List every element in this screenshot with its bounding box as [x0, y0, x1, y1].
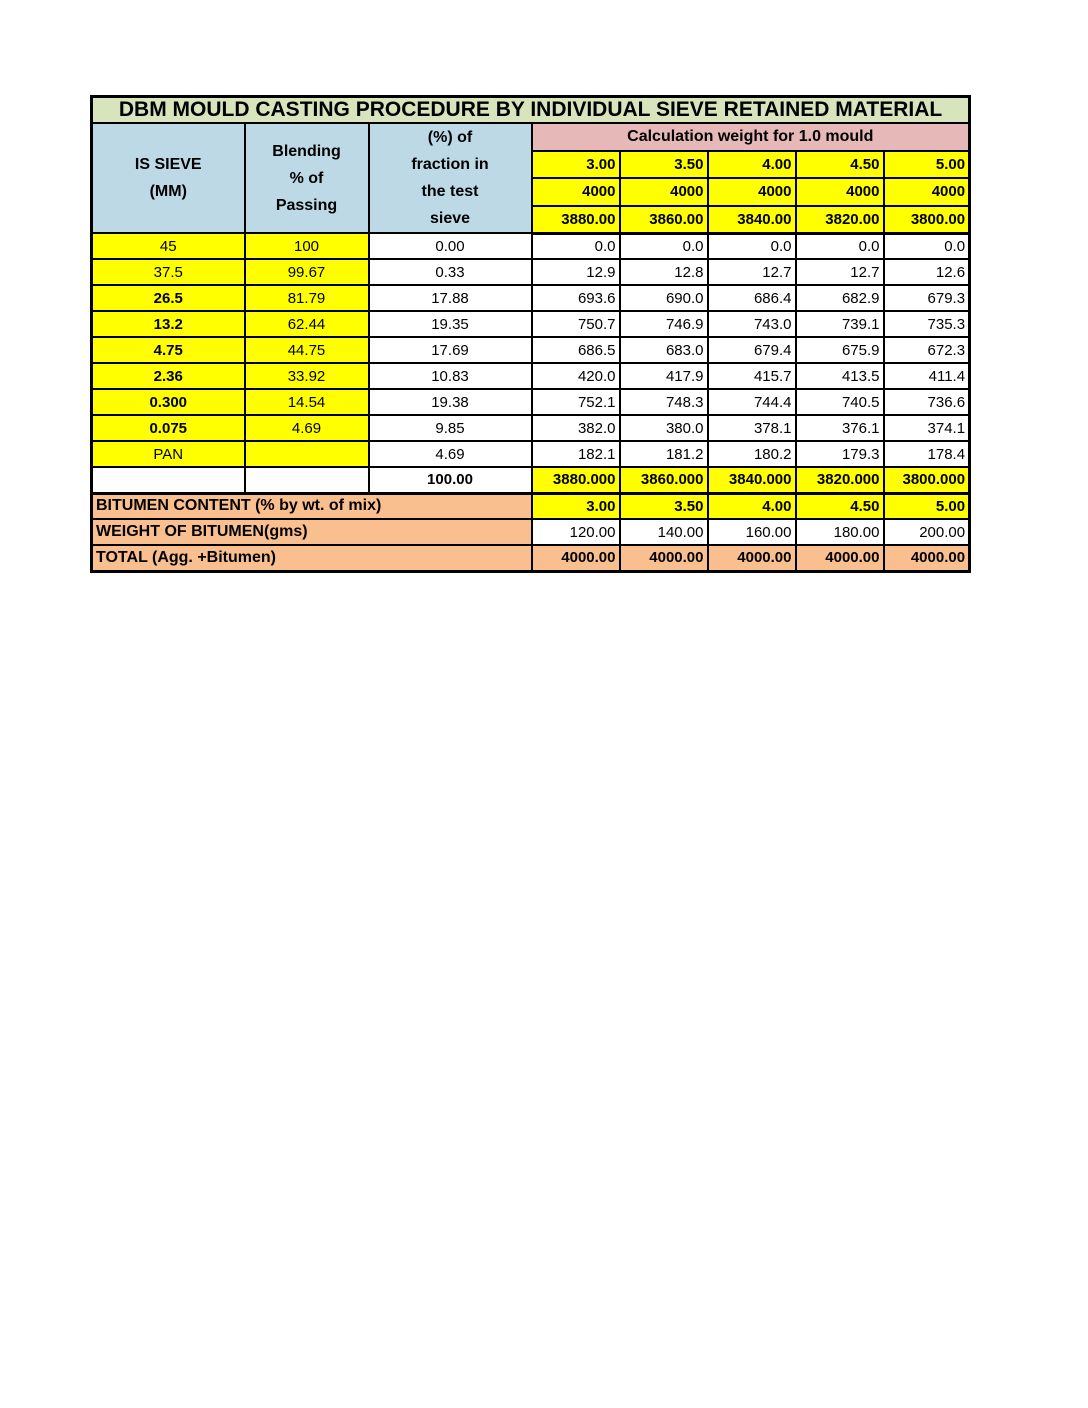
bitumen-weight-value: 180.00 — [796, 519, 884, 545]
header-blending — [245, 123, 369, 233]
cell-fraction-percent: 4.69 — [369, 441, 532, 467]
bitumen-weight-row — [92, 519, 970, 545]
cell-sieve-size: PAN — [92, 441, 245, 467]
cell-fraction-percent: 17.69 — [369, 337, 532, 363]
total-label: TOTAL (Agg. +Bitumen) — [92, 545, 532, 571]
sieve-data-row — [92, 233, 970, 259]
bitumen-weight-value: 160.00 — [708, 519, 796, 545]
cell-weight: 0.0 — [796, 233, 884, 259]
cell-fraction-percent: 9.85 — [369, 415, 532, 441]
header-agg-weight: 3840.00 — [708, 206, 796, 234]
sieve-data-row — [92, 415, 970, 441]
header-rate: 4.50 — [796, 151, 884, 179]
sum-agg-weight: 3840.000 — [708, 467, 796, 493]
cell-blending-percent: 44.75 — [245, 337, 369, 363]
cell-weight: 182.1 — [532, 441, 620, 467]
header-calc-weight: Calculation weight for 1.0 mould — [532, 123, 970, 151]
cell-weight: 746.9 — [620, 311, 708, 337]
cell-weight: 0.0 — [884, 233, 970, 259]
header-row-calc — [92, 123, 970, 151]
header-rate: 5.00 — [884, 151, 970, 179]
sieve-data-row — [92, 389, 970, 415]
cell-weight: 735.3 — [884, 311, 970, 337]
cell-weight: 739.1 — [796, 311, 884, 337]
sum-fraction-total: 100.00 — [369, 467, 532, 493]
cell-weight: 0.0 — [708, 233, 796, 259]
header-fraction-line1: (%) of — [427, 129, 473, 146]
bitumen-weight-value: 120.00 — [532, 519, 620, 545]
header-is-sieve — [92, 123, 245, 233]
cell-weight: 686.5 — [532, 337, 620, 363]
cell-blending-percent — [245, 441, 369, 467]
cell-weight: 417.9 — [620, 363, 708, 389]
header-is-sieve-line2: (MM) — [149, 183, 187, 200]
cell-blending-percent: 14.54 — [245, 389, 369, 415]
cell-weight: 748.3 — [620, 389, 708, 415]
header-blending-line1: Blending — [272, 142, 341, 160]
sieve-data-row — [92, 337, 970, 363]
header-agg-weight: 3800.00 — [884, 206, 970, 234]
cell-weight: 0.0 — [620, 233, 708, 259]
sum-agg-weight: 3880.000 — [532, 467, 620, 493]
cell-blending-percent: 81.79 — [245, 285, 369, 311]
cell-weight: 380.0 — [620, 415, 708, 441]
cell-weight: 376.1 — [796, 415, 884, 441]
cell-fraction-percent: 10.83 — [369, 363, 532, 389]
header-mould-weight: 4000 — [708, 178, 796, 206]
header-fraction-line3: the test — [421, 183, 479, 200]
cell-weight: 180.2 — [708, 441, 796, 467]
bitumen-weight-value: 200.00 — [884, 519, 970, 545]
cell-weight: 679.4 — [708, 337, 796, 363]
bitumen-content-value: 3.00 — [532, 493, 620, 519]
cell-weight: 374.1 — [884, 415, 970, 441]
bitumen-content-label: BITUMEN CONTENT (% by wt. of mix) — [92, 493, 532, 519]
cell-weight: 693.6 — [532, 285, 620, 311]
cell-weight: 683.0 — [620, 337, 708, 363]
sum-agg-weight: 3800.000 — [884, 467, 970, 493]
cell-blending-percent: 62.44 — [245, 311, 369, 337]
cell-weight: 12.7 — [708, 259, 796, 285]
cell-weight: 679.3 — [884, 285, 970, 311]
header-fraction — [369, 123, 532, 233]
header-mould-weight: 4000 — [620, 178, 708, 206]
cell-weight: 415.7 — [708, 363, 796, 389]
cell-weight: 743.0 — [708, 311, 796, 337]
sum-agg-weight: 3860.000 — [620, 467, 708, 493]
cell-weight: 675.9 — [796, 337, 884, 363]
total-value: 4000.00 — [532, 545, 620, 571]
sum-row — [92, 467, 970, 493]
sieve-data-row — [92, 363, 970, 389]
bitumen-content-value: 4.00 — [708, 493, 796, 519]
cell-weight: 682.9 — [796, 285, 884, 311]
sieve-data-row — [92, 285, 970, 311]
bitumen-content-value: 5.00 — [884, 493, 970, 519]
cell-weight: 690.0 — [620, 285, 708, 311]
cell-sieve-size: 4.75 — [92, 337, 245, 363]
sum-row-empty-sieve — [92, 467, 245, 493]
header-rate: 3.50 — [620, 151, 708, 179]
cell-sieve-size: 37.5 — [92, 259, 245, 285]
bitumen-content-value: 3.50 — [620, 493, 708, 519]
cell-weight: 179.3 — [796, 441, 884, 467]
cell-weight: 178.4 — [884, 441, 970, 467]
header-mould-weight: 4000 — [796, 178, 884, 206]
cell-weight: 0.0 — [532, 233, 620, 259]
header-rate: 3.00 — [532, 151, 620, 179]
cell-weight: 12.9 — [532, 259, 620, 285]
page-title: DBM MOULD CASTING PROCEDURE BY INDIVIDUAL SIEVE RETAINED MATERIAL — [92, 97, 970, 124]
sieve-data-row — [92, 259, 970, 285]
bitumen-weight-value: 140.00 — [620, 519, 708, 545]
dbm-mould-casting-table — [90, 95, 971, 573]
cell-weight: 12.8 — [620, 259, 708, 285]
header-agg-weight: 3820.00 — [796, 206, 884, 234]
cell-blending-percent: 4.69 — [245, 415, 369, 441]
header-rate: 4.00 — [708, 151, 796, 179]
cell-blending-percent: 33.92 — [245, 363, 369, 389]
cell-weight: 413.5 — [796, 363, 884, 389]
cell-weight: 750.7 — [532, 311, 620, 337]
title-row — [92, 97, 970, 124]
cell-sieve-size: 0.300 — [92, 389, 245, 415]
bitumen-content-row — [92, 493, 970, 519]
sum-agg-weight: 3820.000 — [796, 467, 884, 493]
header-blending-line2: % of — [289, 169, 324, 187]
cell-weight: 12.7 — [796, 259, 884, 285]
cell-weight: 378.1 — [708, 415, 796, 441]
cell-sieve-size: 45 — [92, 233, 245, 259]
total-value: 4000.00 — [884, 545, 970, 571]
total-value: 4000.00 — [708, 545, 796, 571]
cell-weight: 686.4 — [708, 285, 796, 311]
header-is-sieve-line1: IS SIEVE — [134, 156, 202, 173]
bitumen-content-value: 4.50 — [796, 493, 884, 519]
cell-sieve-size: 2.36 — [92, 363, 245, 389]
total-value: 4000.00 — [620, 545, 708, 571]
header-agg-weight: 3880.00 — [532, 206, 620, 234]
header-fraction-line4: sieve — [429, 210, 471, 227]
bitumen-weight-label: WEIGHT OF BITUMEN(gms) — [92, 519, 532, 545]
cell-blending-percent: 100 — [245, 233, 369, 259]
cell-sieve-size: 26.5 — [92, 285, 245, 311]
total-value: 4000.00 — [796, 545, 884, 571]
cell-weight: 736.6 — [884, 389, 970, 415]
cell-weight: 672.3 — [884, 337, 970, 363]
cell-weight: 181.2 — [620, 441, 708, 467]
cell-fraction-percent: 19.38 — [369, 389, 532, 415]
cell-weight: 420.0 — [532, 363, 620, 389]
cell-weight: 382.0 — [532, 415, 620, 441]
sieve-data-row — [92, 311, 970, 337]
header-mould-weight: 4000 — [884, 178, 970, 206]
cell-fraction-percent: 19.35 — [369, 311, 532, 337]
cell-fraction-percent: 0.00 — [369, 233, 532, 259]
cell-weight: 752.1 — [532, 389, 620, 415]
header-fraction-line2: fraction in — [411, 156, 489, 173]
header-agg-weight: 3860.00 — [620, 206, 708, 234]
cell-weight: 744.4 — [708, 389, 796, 415]
total-row — [92, 545, 970, 571]
cell-fraction-percent: 0.33 — [369, 259, 532, 285]
cell-weight: 12.6 — [884, 259, 970, 285]
sieve-data-row — [92, 441, 970, 467]
cell-sieve-size: 13.2 — [92, 311, 245, 337]
cell-fraction-percent: 17.88 — [369, 285, 532, 311]
cell-weight: 740.5 — [796, 389, 884, 415]
sum-row-empty-blending — [245, 467, 369, 493]
cell-sieve-size: 0.075 — [92, 415, 245, 441]
header-mould-weight: 4000 — [532, 178, 620, 206]
cell-blending-percent: 99.67 — [245, 259, 369, 285]
cell-weight: 411.4 — [884, 363, 970, 389]
header-blending-line3: Passing — [275, 196, 338, 214]
